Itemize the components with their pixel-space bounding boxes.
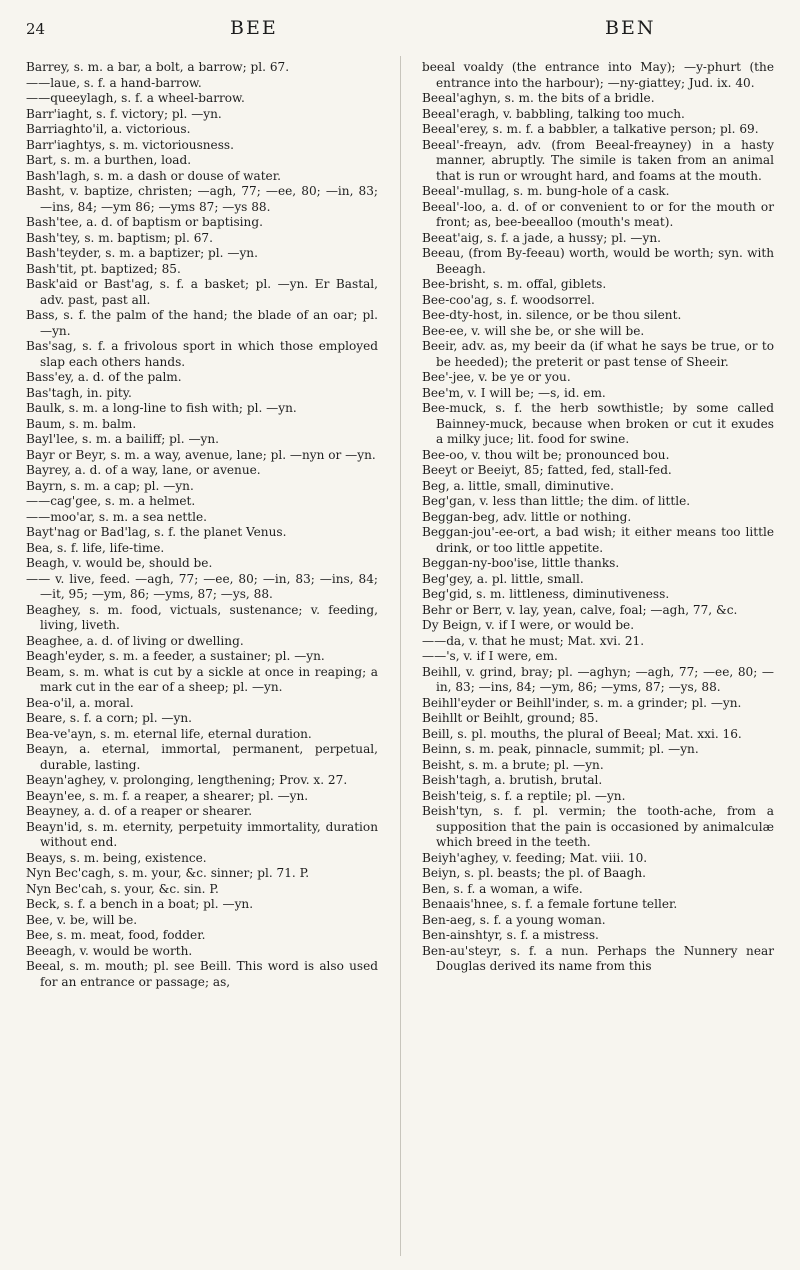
dictionary-entry: Ben-aeg, s. f. a young woman. [422,912,606,927]
dictionary-entry: Beisht, s. m. a brute; pl. —yn. [422,757,604,772]
dictionary-entry: Bee-brisht, s. m. offal, giblets. [422,277,607,291]
dictionary-entry: Barr'iaghtys, s. m. victoriousness. [26,137,234,152]
dictionary-entry: Beeagh, v. would be worth. [26,943,193,958]
dictionary-entry: Baum, s. m. balm. [26,416,137,431]
dictionary-entry: Beiyh'aghey, v. feeding; Mat. viii. 10. [422,850,648,865]
dictionary-entry: Beihll, v. grind, bray; pl. —aghyn; —agh, 77; —ee, 80; —in, 83; —ins, 84; —ym, 86; —yms, 87; —ys, 88. [422,664,774,694]
dictionary-entry: Bee-muck, s. f. the herb sowthistle; by some called Bainney-muck, because when broken or cut it exudes a milky juce; lit. food for swine. [422,401,774,446]
dictionary-entry: Beayney, a. d. of a reaper or shearer. [26,804,253,818]
running-head-left: BEE [230,17,278,39]
dictionary-entry: Bash'tit, pt. baptized; 85. [26,261,181,276]
dictionary-entry: Beish'tagh, a. brutish, brutal. [422,773,603,787]
dictionary-entry: Bayl'lee, s. m. a bailiff; pl. —yn. [26,432,220,446]
dictionary-entry: Bea, s. f. life, life-time. [26,540,165,555]
dictionary-entry: Bayr or Beyr, s. m. a way, avenue, lane; pl. —nyn or —yn. [26,447,376,462]
dictionary-entry: Bash'tey, s. m. baptism; pl. 67. [26,230,213,245]
dictionary-entry: Barr'iaght, s. f. victory; pl. —yn. [26,106,222,121]
dictionary-entry: Beg'gan, v. less than little; the dim. of little. [422,494,691,508]
dictionary-entry: Baulk, s. m. a long-line to fish with; pl. —yn. [26,401,297,415]
dictionary-entry: Dy Beign, v. if I were, or would be. [422,618,635,632]
dictionary-entry: Beck, s. f. a bench in a boat; pl. —yn. [26,897,254,911]
dictionary-entry: ——cag'gee, s. m. a helmet. [26,494,196,508]
dictionary-entry: Beayn'id, s. m. eternity, perpetuity immortality, duration without end. [26,819,378,849]
dictionary-entry: ——da, v. that he must; Mat. xvi. 21. [422,633,645,648]
dictionary-entry: Beiyn, s. pl. beasts; the pl. of Baagh. [422,866,646,880]
left-column [26,60,378,990]
dictionary-entry: Beeal'eragh, v. babbling, talking too much. [422,106,685,121]
dictionary-entry: Bask'aid or Bast'ag, s. f. a basket; pl. —yn. Er Bastal, adv. past, past all. [26,277,378,307]
dictionary-entry: Beeal'-loo, a. d. of or convenient to or for the mouth or front; as, bee-beealloo (mouth's meat). [422,199,774,229]
dictionary-entry: Beaghee, a. d. of living or dwelling. [26,633,244,648]
dictionary-entry: Benaais'hnee, s. f. a female fortune teller. [422,897,678,911]
dictionary-entry: Bash'tee, a. d. of baptism or baptising. [26,215,263,229]
page-number: 24 [26,20,46,38]
dictionary-entry: Bee-ee, v. will she be, or she will be. [422,323,645,338]
dictionary-entry: Beeir, adv. as, my beeir da (if what he says be true, or to be heeded); the preterit or past tense of Sheeir. [422,339,774,369]
dictionary-entry: Bart, s. m. a burthen, load. [26,153,192,167]
dictionary-entry: ——'s, v. if I were, em. [422,649,558,663]
dictionary-entry: ——moo'ar, s. m. a sea nettle. [26,509,207,524]
dictionary-entry: Bass'ey, a. d. of the palm. [26,370,182,384]
dictionary-entry: ——laue, s. f. a hand-barrow. [26,75,202,90]
dictionary-entry: beeal voaldy (the entrance into May); —y-phurt (the entrance into the harbour); —ny-giattey; Jud. ix. 40. [422,60,774,90]
dictionary-entry: Beagh'eyder, s. m. a feeder, a sustainer; pl. —yn. [26,649,325,663]
dictionary-entry: Beeal, s. m. mouth; pl. see Beill. This word is also used for an entrance or passage; as, [26,959,378,989]
dictionary-entry: Beish'tyn, s. f. pl. vermin; the tooth-ache, from a supposition that the pain is occasioned by animalculæ which breed in the teeth. [422,804,774,849]
dictionary-entry: Nyn Bec'cah, s. your, &c. sin. P. [26,881,219,896]
dictionary-entry: Bee, s. m. meat, food, fodder. [26,928,206,942]
dictionary-entry: Beeal'aghyn, s. m. the bits of a bridle. [422,91,655,105]
dictionary-entry: Barrey, s. m. a bar, a bolt, a barrow; pl. 67. [26,60,290,74]
dictionary-entry: Bee-dty-host, in. silence, or be thou silent. [422,308,682,322]
dictionary-entry: ——queeylagh, s. f. a wheel-barrow. [26,91,245,105]
dictionary-entry: Beaghey, s. m. food, victuals, sustenance; v. feeding, living, liveth. [26,602,378,632]
dictionary-entry: Beg'gey, a. pl. little, small. [422,571,584,586]
dictionary-entry: Ben, s. f. a woman, a wife. [422,881,583,896]
column-divider [400,56,401,1256]
dictionary-entry: Beeyt or Beeiyt, 85; fatted, fed, stall-fed. [422,463,672,477]
dictionary-entry: Beam, s. m. what is cut by a sickle at once in reaping; a mark cut in the ear of a sheep; pl. —yn. [26,664,378,694]
dictionary-entry: Bash'teyder, s. m. a baptizer; pl. —yn. [26,246,258,260]
dictionary-entry: Beg'gid, s. m. littleness, diminutiveness. [422,587,670,601]
dictionary-entry: Barriaghto'il, a. victorious. [26,122,191,136]
dictionary-entry: Beeat'aig, s. f. a jade, a hussy; pl. —yn. [422,230,661,245]
dictionary-entry: Bee'm, v. I will be; —s, id. em. [422,385,606,400]
dictionary-entry: Beagh, v. would be, should be. [26,556,213,570]
dictionary-entry: Beare, s. f. a corn; pl. —yn. [26,711,192,725]
dictionary-entry: Behr or Berr, v. lay, yean, calve, foal; —agh, 77, &c. [422,602,738,617]
dictionary-entry: Beeal'-mullag, s. m. bung-hole of a cask. [422,184,670,198]
running-head-right: BEN [605,17,656,39]
dictionary-entry: Beihll'eyder or Beihll'inder, s. m. a grinder; pl. —yn. [422,695,742,710]
dictionary-entry: Beinn, s. m. peak, pinnacle, summit; pl. —yn. [422,742,699,756]
dictionary-entry: Beg, a. little, small, diminutive. [422,478,614,493]
dictionary-entry: Beays, s. m. being, existence. [26,850,207,865]
dictionary-entry: Ben-ainshtyr, s. f. a mistress. [422,928,599,942]
dictionary-entry: Bea-o'il, a. moral. [26,695,134,710]
dictionary-entry: Bayrey, a. d. of a way, lane, or avenue. [26,463,261,477]
dictionary-entry: Beayn, a. eternal, immortal, permanent, perpetual, durable, lasting. [26,742,378,772]
dictionary-entry: Bass, s. f. the palm of the hand; the blade of an oar; pl. —yn. [26,308,378,338]
dictionary-entry: Bee-oo, v. thou wilt be; pronounced bou. [422,447,670,462]
dictionary-entry: Beill, s. pl. mouths, the plural of Beeal; Mat. xxi. 16. [422,726,742,741]
dictionary-entry: Beggan-ny-boo'ise, little thanks. [422,556,620,570]
dictionary-entry: Bayt'nag or Bad'lag, s. f. the planet Venus. [26,525,287,539]
dictionary-entry: Beihllt or Beihlt, ground; 85. [422,711,599,725]
dictionary-entry: Ben-au'steyr, s. f. a nun. Perhaps the Nunnery near Douglas derived its name from this [422,943,774,973]
dictionary-entry: Beayn'aghey, v. prolonging, lengthening; Prov. x. 27. [26,773,348,787]
dictionary-entry: Beish'teig, s. f. a reptile; pl. —yn. [422,788,626,803]
dictionary-entry: Beggan-beg, adv. little or nothing. [422,509,632,524]
dictionary-entry: Bas'sag, s. f. a frivolous sport in which those employed slap each others hands. [26,339,378,369]
dictionary-entry: Bee, v. be, will be. [26,912,138,927]
dictionary-entry: Beeal'erey, s. m. f. a babbler, a talkative person; pl. 69. [422,122,759,136]
dictionary-entry: Bas'tagh, in. pity. [26,385,132,400]
dictionary-entry: Nyn Bec'cagh, s. m. your, &c. sinner; pl. 71. P. [26,866,310,880]
dictionary-entry: Beggan-jou'-ee-ort, a bad wish; it either means too little drink, or too little appetite. [422,525,774,555]
right-column [422,60,774,975]
dictionary-entry: Basht, v. baptize, christen; —agh, 77; —ee, 80; —in, 83; —ins, 84; —ym 86; —yms 87; —ys 88. [26,184,378,214]
dictionary-entry: Bash'lagh, s. m. a dash or douse of water. [26,168,282,183]
dictionary-entry: Bee'-jee, v. be ye or you. [422,370,571,384]
dictionary-entry: Bayrn, s. m. a cap; pl. —yn. [26,478,194,493]
dictionary-entry: Beeau, (from By-feeau) worth, would be worth; syn. with Beeagh. [422,246,774,276]
dictionary-entry: —— v. live, feed. —agh, 77; —ee, 80; —in, 83; —ins, 84; —it, 95; —ym, 86; —yms, 87; —ys, 88. [26,571,378,601]
dictionary-entry: Bee-coo'ag, s. f. woodsorrel. [422,292,595,307]
dictionary-entry: Bea-ve'ayn, s. m. eternal life, eternal duration. [26,726,312,741]
dictionary-entry: Beeal'-freayn, adv. (from Beeal-freayney) in a hasty manner, abruptly. The simile is taken from an animal that is run or wrought hard, and foams at the mouth. [422,137,774,183]
dictionary-entry: Beayn'ee, s. m. f. a reaper, a shearer; pl. —yn. [26,788,309,803]
